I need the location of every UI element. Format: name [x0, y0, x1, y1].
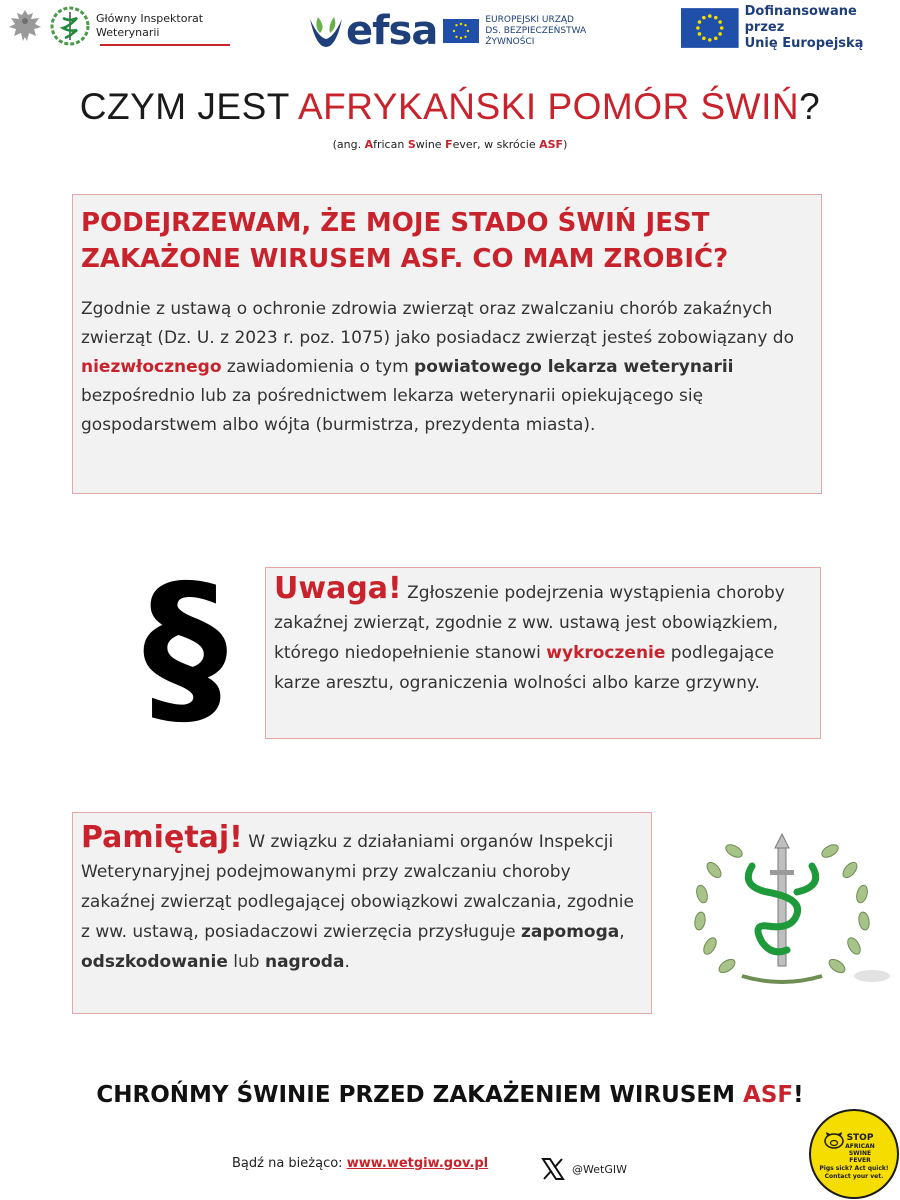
remember-lead: Pamiętaj!	[81, 820, 243, 855]
title-highlight: AFRYKAŃSKI POMÓR ŚWIŃ	[297, 86, 800, 127]
eu-funding-line1: Dofinansowane przez	[744, 4, 857, 35]
badge-slogan-2: Contact your vet.	[824, 1173, 884, 1180]
badge-slogan-1: Pigs sick? Act quick!	[819, 1165, 889, 1172]
veterinary-inspection-emblem-icon	[682, 826, 892, 991]
page-subtitle	[0, 138, 900, 151]
subtitle-letter-a: A	[364, 138, 374, 151]
body-text: bezpośrednio lub za pośrednictwem lekarza weterynarii opiekującego się gospodarstwem albo wójta (burmistrza, prezydenta miasta).	[81, 386, 704, 435]
eu-funding-logo	[681, 4, 900, 52]
badge-african: AFRICAN	[845, 1143, 875, 1150]
veterinary-emblem-icon	[50, 6, 90, 46]
badge-title	[821, 1133, 899, 1164]
efsa-subtitle-line1: EUROPEJSKI URZĄD	[485, 14, 574, 25]
emphasis-aid: zapomoga	[520, 922, 620, 942]
emphasis-immediately: niezwłocznego	[81, 357, 222, 377]
website-link[interactable]: www.wetgiw.gov.pl	[346, 1156, 489, 1171]
warning-lead: Uwaga!	[274, 571, 402, 606]
subtitle-text: frican	[373, 138, 408, 151]
subtitle-abbrev: ASF	[539, 138, 564, 151]
emphasis-reward: nagroda	[264, 952, 345, 972]
giw-logo	[6, 6, 203, 46]
body-text: zawiadomienia o tym	[221, 357, 415, 377]
efsa-subtitle-line2: DS. BEZPIECZEŃSTWA	[485, 25, 587, 36]
efsa-leaf-icon	[306, 11, 346, 51]
badge-fever: FEVER	[849, 1157, 871, 1164]
social-handle: @WetGIW	[572, 1162, 627, 1176]
footer-website	[232, 1156, 488, 1171]
subtitle-letter-f: F	[445, 138, 453, 151]
slogan-text: !	[793, 1082, 804, 1108]
subtitle-text: wine	[415, 138, 446, 151]
eu-flag-icon	[681, 8, 739, 48]
title-part3: ?	[799, 86, 821, 127]
subtitle-letter-s: S	[407, 138, 416, 151]
title-part1: CZYM JEST	[79, 86, 298, 127]
suspicion-info-box	[72, 194, 822, 494]
emphasis-compensation: odszkodowanie	[81, 952, 228, 972]
badge-stop: STOP	[846, 1133, 874, 1143]
body-text: lub	[227, 952, 265, 972]
body-text: W związku z działaniami organów Inspekcji Weterynaryjnej podejmowanymi przy zwalczaniu choroby zakaźnej zwierząt podlegającej obowiązkowi zwalczania, zgodnie z ww. ustawą, posiadaczowi zwierzęcia przysługuje	[81, 832, 634, 942]
remember-body	[81, 820, 643, 977]
suspicion-heading-line2: ZAKAŻONE WIRUSEM ASF. CO MAM ZROBIĆ?	[81, 244, 729, 274]
subtitle-text: ever, w skrócie	[452, 138, 540, 151]
x-logo-icon	[540, 1156, 566, 1182]
body-text: .	[344, 952, 350, 972]
giw-underline	[100, 44, 230, 46]
warning-box	[265, 567, 821, 739]
suspicion-body	[81, 295, 813, 440]
emphasis-offence: wykroczenie	[546, 643, 666, 663]
efsa-logo	[306, 8, 586, 54]
slogan-abbrev: ASF	[743, 1082, 794, 1108]
eu-funding-line2: Unię Europejską	[744, 36, 864, 51]
body-text: Zgłoszenie podejrzenia wystąpienia choroby zakaźnej zwierząt, zgodnie z ww. ustawą jest obowiązkiem, którego niedopełnienie stanowi	[274, 583, 785, 663]
efsa-subtitle-line3: ŻYWNOŚCI	[485, 36, 535, 47]
paragraph-sign-icon: §	[142, 549, 228, 747]
badge-swine: SWINE	[848, 1150, 872, 1157]
eu-flag-small-icon	[443, 19, 479, 43]
suspicion-heading-line1: PODEJRZEWAM, ŻE MOJE STADO ŚWIŃ JEST	[81, 208, 710, 238]
subtitle-text: )	[563, 138, 568, 151]
stop-asf-badge	[809, 1109, 899, 1199]
subtitle-text: (ang.	[332, 138, 365, 151]
suspicion-heading	[81, 205, 813, 277]
giw-name-line2: Weterynarii	[96, 26, 160, 39]
efsa-wordmark: efsa	[346, 8, 438, 54]
emphasis-vet: powiatowego lekarza weterynarii	[414, 357, 734, 377]
body-text: podlegające karze aresztu, ograniczenia wolności albo karze grzywny.	[274, 643, 775, 693]
body-text: ,	[619, 922, 625, 942]
giw-name-line1: Główny Inspektorat	[96, 12, 204, 25]
slogan	[0, 1082, 900, 1108]
remember-box	[72, 812, 652, 1014]
polish-eagle-icon	[6, 6, 44, 46]
page-title	[0, 86, 900, 128]
body-text: Zgodnie z ustawą o ochronie zdrowia zwierząt oraz zwalczaniu chorób zakaźnych zwierząt (Dz. U. z 2023 r. poz. 1075) jako posiadacz zwierząt jesteś zobowiązany do	[81, 299, 794, 348]
footer-social[interactable]	[540, 1156, 627, 1182]
footer-label: Bądź na bieżąco:	[232, 1156, 347, 1171]
warning-body	[274, 571, 812, 698]
slogan-text: CHROŃMY ŚWINIE PRZED ZAKAŻENIEM WIRUSEM	[96, 1082, 744, 1108]
